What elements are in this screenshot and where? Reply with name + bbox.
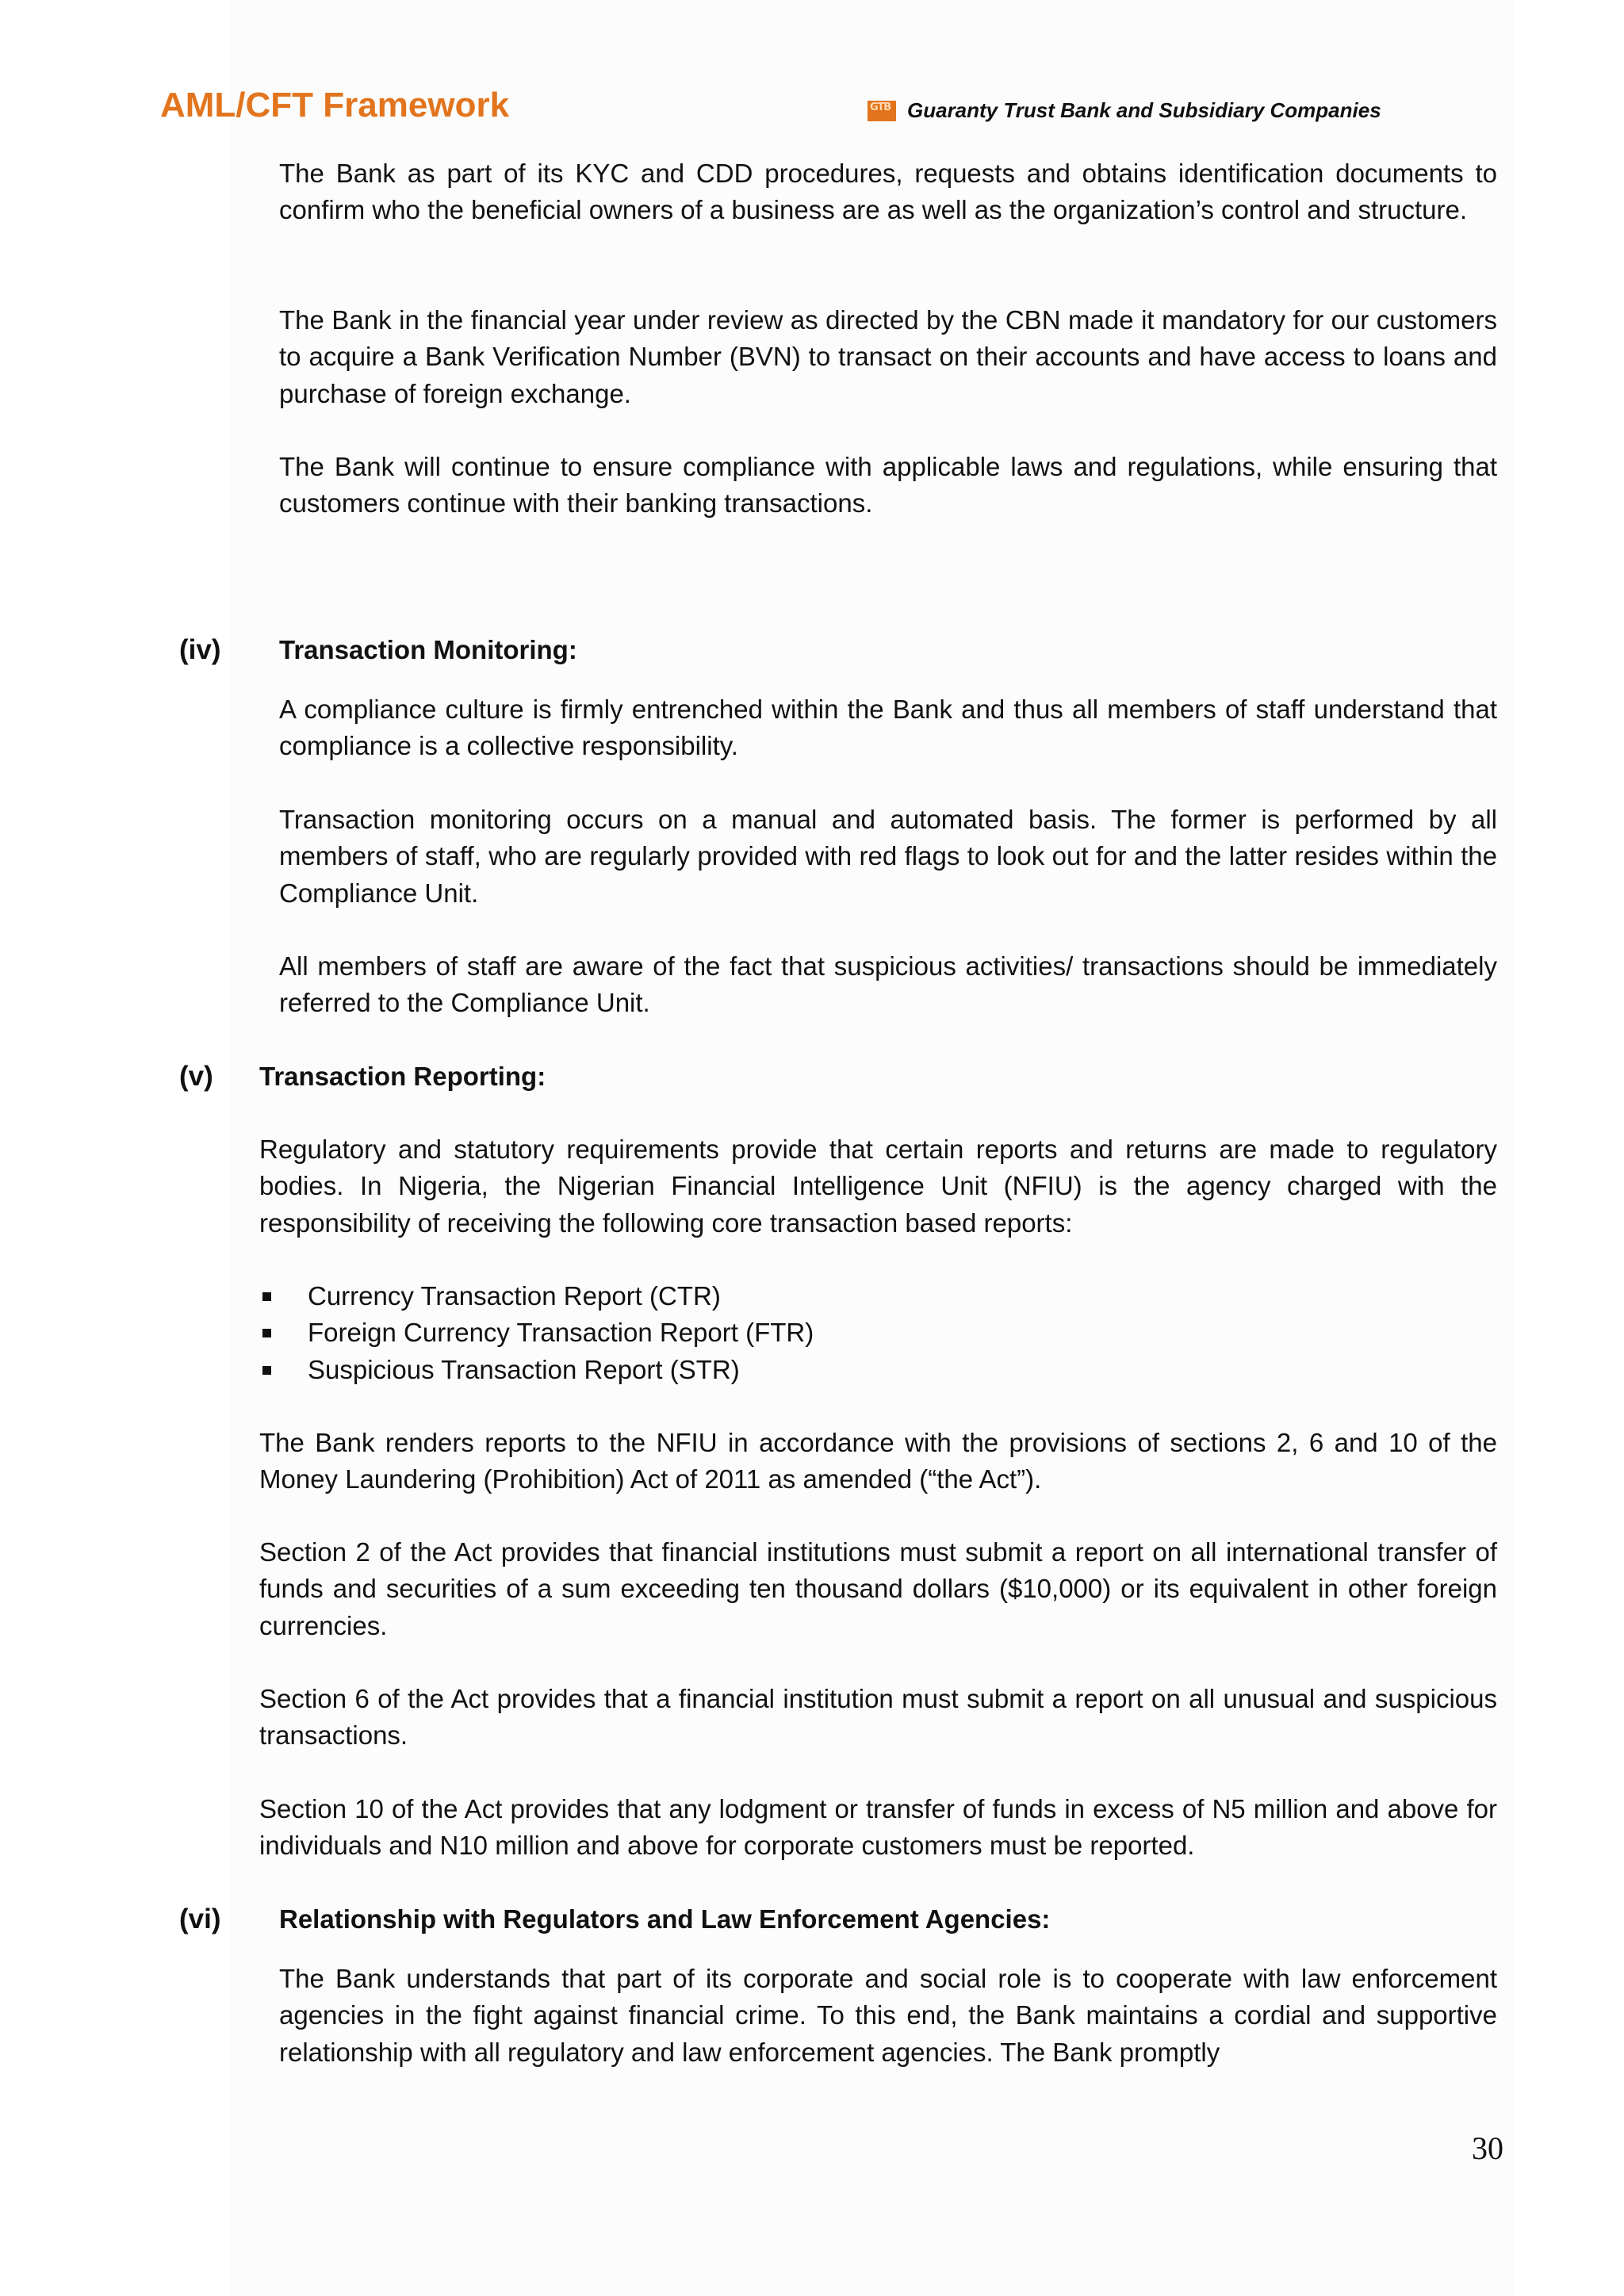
square-bullet-icon bbox=[262, 1366, 271, 1375]
page-number: 30 bbox=[1472, 2130, 1503, 2166]
section-v-number: (v) bbox=[179, 1061, 213, 1092]
section-iv-number: (iv) bbox=[179, 634, 221, 665]
section-vi-number: (vi) bbox=[179, 1904, 221, 1934]
intro-paragraph-kyc: The Bank as part of its KYC and CDD procedures, requests and obtains identification documents to confirm who the beneficial owners of a business are as well as the organization’s control and structure. bbox=[279, 159, 1497, 225]
document-title: AML/CFT Framework bbox=[160, 86, 510, 124]
section-vi-title: Relationship with Regulators and Law Enforcement Agencies: bbox=[279, 1904, 1051, 1934]
square-bullet-icon bbox=[262, 1292, 271, 1301]
list-item-text: Foreign Currency Transaction Report (FTR) bbox=[308, 1318, 814, 1348]
list-item bbox=[259, 1314, 1497, 1351]
section-v-paragraph-4: Section 6 of the Act provides that a financial institution must submit a report on all unusual and suspicious transactions. bbox=[259, 1684, 1497, 1751]
section-iv-title: Transaction Monitoring: bbox=[279, 635, 577, 664]
intro-paragraph-compliance: The Bank will continue to ensure compliance with applicable laws and regulations, while ensuring that customers continue with their banking transactions. bbox=[279, 452, 1497, 519]
list-item-text: Currency Transaction Report (CTR) bbox=[308, 1281, 721, 1311]
section-v-paragraph-1: Regulatory and statutory requirements provide that certain reports and returns are made to regulatory bodies. In Nigeria, the Nigerian Financial Intelligence Unit (NFIU) is the agency charged with the responsibility of receiving the following core transaction based reports: bbox=[259, 1135, 1497, 1238]
section-iv-paragraph-3: All members of staff are aware of the fact that suspicious activities/ transactions should be immediately referred to the Compliance Unit. bbox=[279, 951, 1497, 1018]
list-item bbox=[259, 1278, 1497, 1314]
section-v-paragraph-3: Section 2 of the Act provides that financial institutions must submit a report on all international transfer of funds and securities of a sum exceeding ten thousand dollars ($10,000) or its equivalent in other foreign currencies. bbox=[259, 1537, 1497, 1640]
list-item-text: Suspicious Transaction Report (STR) bbox=[308, 1354, 740, 1384]
section-iv-paragraph-2: Transaction monitoring occurs on a manual and automated basis. The former is performed by all members of staff, who are regularly provided with red flags to look out for and the latter resides within the Compliance Unit. bbox=[279, 805, 1497, 908]
company-header bbox=[868, 98, 1381, 123]
section-iv-paragraph-1: A compliance culture is firmly entrenched within the Bank and thus all members of staff understand that compliance is a collective responsibility. bbox=[279, 695, 1497, 761]
list-item bbox=[259, 1352, 1497, 1388]
section-vi-paragraph-1: The Bank understands that part of its corporate and social role is to cooperate with law enforcement agencies in the fight against financial crime. To this end, the Bank maintains a cordial and supportive relationship with all regulatory and law enforcement agencies. The Bank promptly bbox=[279, 1964, 1497, 2067]
section-v-title: Transaction Reporting: bbox=[259, 1062, 546, 1091]
intro-paragraph-bvn: The Bank in the financial year under review as directed by the CBN made it mandatory for our customers to acquire a Bank Verification Number (BVN) to transact on their accounts and have access to loans and purchase of foreign exchange. bbox=[279, 305, 1497, 408]
company-logo-text: GTB bbox=[870, 101, 891, 113]
section-v-paragraph-2: The Bank renders reports to the NFIU in accordance with the provisions of sections 2, 6 and 10 of the Money Laundering (Prohibition) Act of 2011 as amended (“the Act”). bbox=[259, 1428, 1497, 1494]
company-logo bbox=[868, 101, 896, 121]
section-v-paragraph-5: Section 10 of the Act provides that any lodgment or transfer of funds in excess of N5 million and above for individuals and N10 million and above for corporate customers must be reported. bbox=[259, 1794, 1497, 1861]
company-name: Guaranty Trust Bank and Subsidiary Companies bbox=[907, 98, 1381, 122]
report-types-list bbox=[259, 1278, 1497, 1388]
square-bullet-icon bbox=[262, 1329, 271, 1337]
